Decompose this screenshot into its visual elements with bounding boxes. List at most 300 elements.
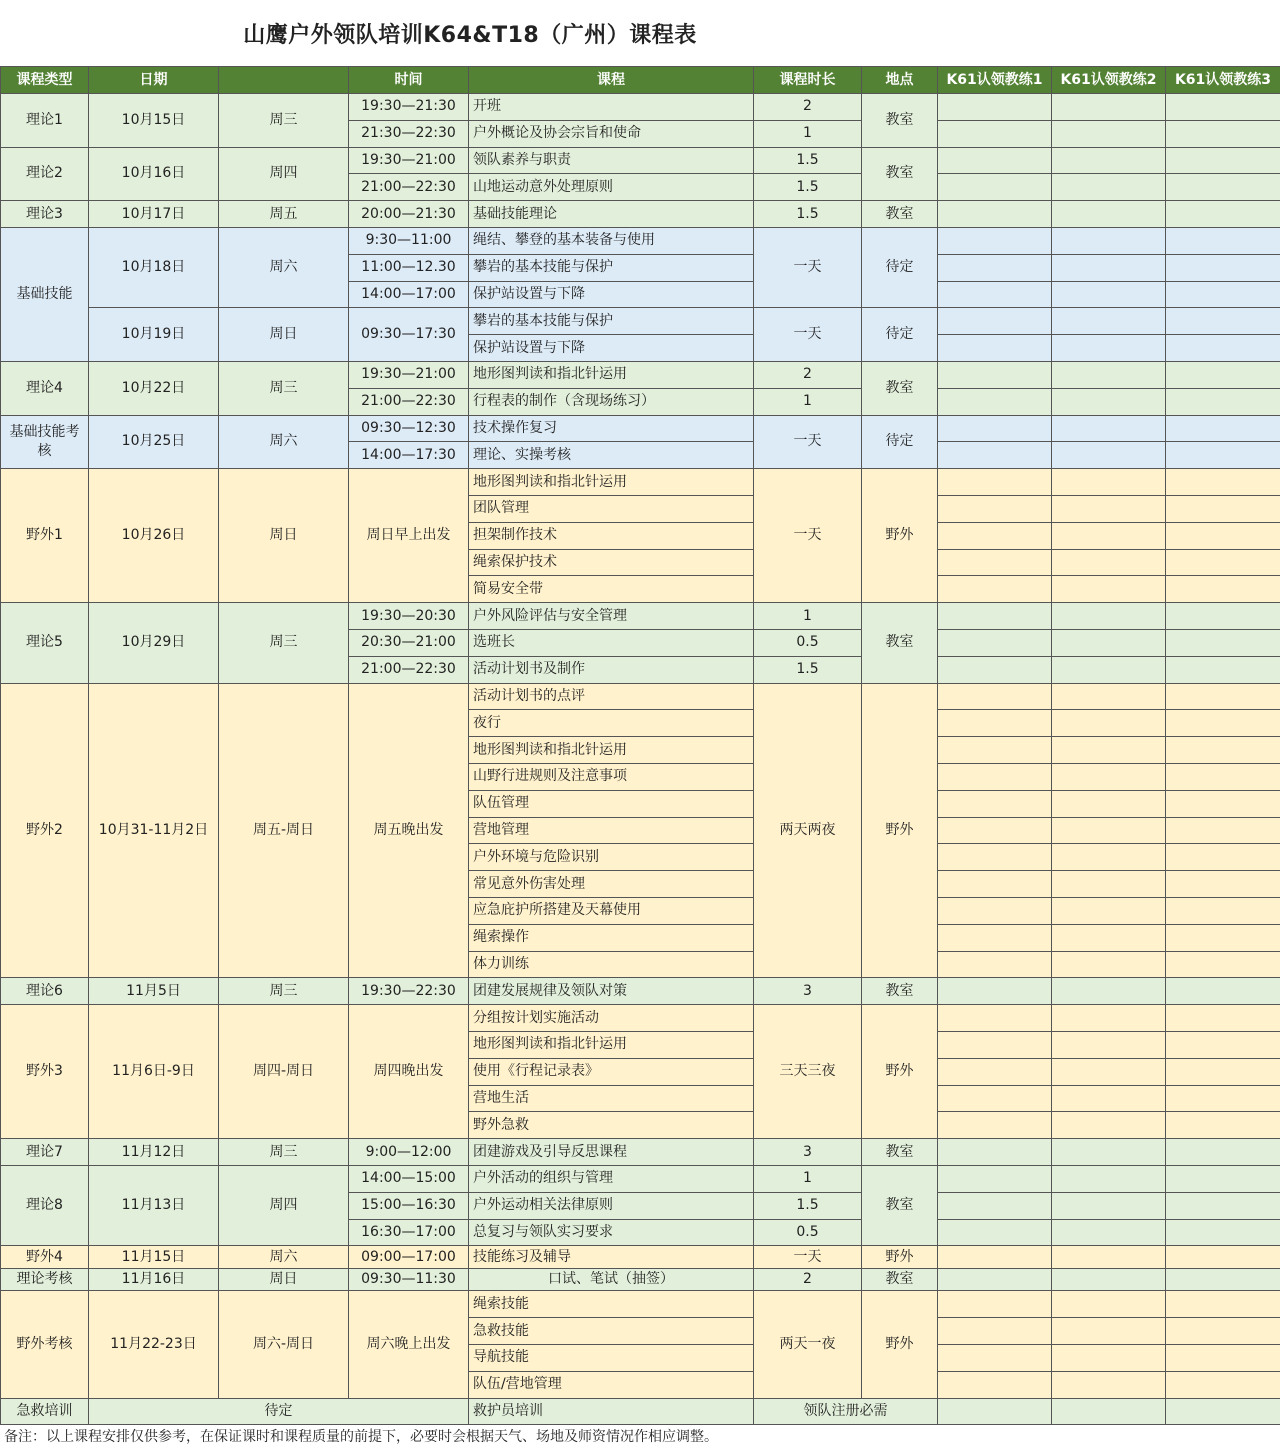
- page-title: 山鹰户外领队培训K64&T18（广州）课程表: [243, 23, 697, 48]
- course-cell: 应急庇护所搭建及天幕使用: [468, 897, 754, 925]
- duration-cell: 一天: [753, 468, 862, 603]
- course-cell: 口试、笔试（抽签）: [468, 1268, 754, 1292]
- location-cell: 待定: [861, 415, 938, 470]
- date-cell: 10月18日: [88, 227, 219, 308]
- coach-cell: [1051, 1290, 1166, 1318]
- coach-cell: [937, 656, 1052, 684]
- location-cell: 教室: [861, 1165, 938, 1246]
- coach-cell: [1165, 951, 1280, 979]
- course-cell: 活动计划书的点评: [468, 683, 754, 711]
- coach-cell: [1051, 683, 1166, 711]
- time-cell: 19:30—21:00: [348, 147, 469, 175]
- coach-cell: [1165, 870, 1280, 898]
- coach-cell: [937, 1245, 1052, 1269]
- date-cell: 10月29日: [88, 602, 219, 683]
- coach-cell: [937, 1085, 1052, 1113]
- coach-cell: [937, 1290, 1052, 1318]
- coach-cell: [1165, 468, 1280, 496]
- coach-cell: [937, 93, 1052, 121]
- weekday-cell: 周四: [218, 147, 349, 202]
- course-cell: 营地管理: [468, 817, 754, 845]
- course-cell: 基础技能理论: [468, 200, 754, 228]
- coach-cell: [937, 254, 1052, 282]
- date-cell: 11月13日: [88, 1165, 219, 1246]
- time-cell: 14:00—17:00: [348, 281, 469, 309]
- coach-cell: [1165, 1004, 1280, 1032]
- weekday-cell: 周日: [218, 468, 349, 603]
- course-type: 理论6: [0, 977, 89, 1005]
- coach-cell: [1051, 977, 1166, 1005]
- coach-cell: [937, 1219, 1052, 1247]
- coach-cell: [1051, 629, 1166, 657]
- course-cell: 户外风险评估与安全管理: [468, 602, 754, 630]
- course-type: 理论8: [0, 1165, 89, 1246]
- coach-cell: [1165, 1219, 1280, 1247]
- course-type: 基础技能考核: [0, 415, 89, 470]
- coach-cell: [1165, 120, 1280, 148]
- coach-cell: [1051, 1219, 1166, 1247]
- course-cell: 简易安全带: [468, 575, 754, 603]
- location-cell: 野外: [861, 683, 938, 979]
- time-cell: 9:00—12:00: [348, 1138, 469, 1166]
- course-cell: 分组按计划实施活动: [468, 1004, 754, 1032]
- coach-cell: [1051, 147, 1166, 175]
- coach-cell: [1165, 1138, 1280, 1166]
- coach-cell: [937, 415, 1052, 443]
- coach-cell: [1165, 1058, 1280, 1086]
- coach-cell: [1051, 254, 1166, 282]
- coach-cell: [937, 790, 1052, 818]
- course-cell: 地形图判读和指北针运用: [468, 736, 754, 764]
- course-cell: 攀岩的基本技能与保护: [468, 254, 754, 282]
- location-cell: 野外: [861, 1004, 938, 1139]
- duration-cell: 0.5: [753, 1219, 862, 1247]
- coach-cell: [937, 924, 1052, 952]
- coach-cell: [1165, 817, 1280, 845]
- coach-cell: [1165, 388, 1280, 416]
- date-cell: 11月6日-9日: [88, 1004, 219, 1139]
- duration-cell: 两天两夜: [753, 683, 862, 979]
- coach-cell: [937, 334, 1052, 362]
- date-cell: 11月5日: [88, 977, 219, 1005]
- location-cell: 野外: [861, 1290, 938, 1398]
- weekday-cell: 周四: [218, 1165, 349, 1246]
- coach-cell: [1165, 790, 1280, 818]
- location-cell: 教室: [861, 200, 938, 228]
- date-cell: 10月31-11月2日: [88, 683, 219, 979]
- coach-cell: [937, 602, 1052, 630]
- coach-cell: [1165, 227, 1280, 255]
- course-type: 野外2: [0, 683, 89, 979]
- coach-cell: [937, 709, 1052, 737]
- coach-cell: [1165, 897, 1280, 925]
- course-cell: 行程表的制作（含现场练习）: [468, 388, 754, 416]
- coach-cell: [937, 441, 1052, 469]
- coach-cell: [937, 1165, 1052, 1193]
- coach-cell: [1051, 1317, 1166, 1345]
- weekday-cell: 周三: [218, 602, 349, 683]
- column-header: 课程: [468, 66, 754, 94]
- time-cell: 09:30—11:30: [348, 1268, 469, 1292]
- location-cell: 野外: [861, 468, 938, 603]
- coach-cell: [1051, 1004, 1166, 1032]
- column-header: 课程时长: [753, 66, 862, 94]
- coach-cell: [1165, 924, 1280, 952]
- coach-cell: [937, 147, 1052, 175]
- coach-cell: [1051, 1192, 1166, 1220]
- date-cell: 10月26日: [88, 468, 219, 603]
- coach-cell: [937, 1111, 1052, 1139]
- coach-cell: [1051, 575, 1166, 603]
- course-cell: 地形图判读和指北针运用: [468, 1031, 754, 1059]
- column-header: K61认领教练1: [937, 66, 1052, 94]
- time-cell: 11:00—12.30: [348, 254, 469, 282]
- coach-cell: [1165, 549, 1280, 577]
- course-cell: 团队管理: [468, 495, 754, 523]
- duration-cell: 1.5: [753, 656, 862, 684]
- date-cell: 10月19日: [88, 307, 219, 362]
- column-header: 地点: [861, 66, 938, 94]
- location-cell: 教室: [861, 977, 938, 1005]
- coach-cell: [1051, 1268, 1166, 1292]
- course-cell: 地形图判读和指北针运用: [468, 361, 754, 389]
- course-type: 理论1: [0, 93, 89, 148]
- coach-cell: [1165, 281, 1280, 309]
- coach-cell: [1051, 1165, 1166, 1193]
- coach-cell: [1051, 120, 1166, 148]
- course-cell: 担架制作技术: [468, 522, 754, 550]
- course-type: 基础技能: [0, 227, 89, 362]
- weekday-cell: 周六-周日: [218, 1290, 349, 1398]
- course-cell: 常见意外伤害处理: [468, 870, 754, 898]
- date-cell: 11月15日: [88, 1245, 219, 1269]
- course-cell: 山野行进规则及注意事项: [468, 763, 754, 791]
- course-cell: 户外活动的组织与管理: [468, 1165, 754, 1193]
- column-header: [218, 66, 349, 94]
- course-cell: 开班: [468, 93, 754, 121]
- coach-cell: [937, 1192, 1052, 1220]
- course-cell: 营地生活: [468, 1085, 754, 1113]
- location-cell: 教室: [861, 1138, 938, 1166]
- column-header: 时间: [348, 66, 469, 94]
- coach-cell: [1051, 1058, 1166, 1086]
- footnote: 备注：以上课程安排仅供参考，在保证课时和课程质量的前提下，必要时会根据天气、场地及师资情况作相应调整。: [4, 1429, 718, 1445]
- location-cell: 教室: [861, 147, 938, 202]
- coach-cell: [1051, 200, 1166, 228]
- coach-cell: [1051, 870, 1166, 898]
- location-cell: 野外: [861, 1245, 938, 1269]
- time-cell: 14:00—15:00: [348, 1165, 469, 1193]
- course-cell: 绳索保护技术: [468, 549, 754, 577]
- course-type: 理论考核: [0, 1268, 89, 1292]
- coach-cell: [937, 388, 1052, 416]
- coach-cell: [1051, 307, 1166, 335]
- coach-cell: [937, 736, 1052, 764]
- coach-cell: [1051, 1245, 1166, 1269]
- coach-cell: [937, 1004, 1052, 1032]
- coach-cell: [937, 575, 1052, 603]
- coach-cell: [937, 1344, 1052, 1372]
- course-cell: 总复习与领队实习要求: [468, 1219, 754, 1247]
- weekday-cell: 周三: [218, 1138, 349, 1166]
- date-cell: 10月22日: [88, 361, 219, 416]
- coach-cell: [1165, 763, 1280, 791]
- coach-cell: [937, 227, 1052, 255]
- time-cell: 14:00—17:30: [348, 441, 469, 469]
- coach-cell: [1051, 602, 1166, 630]
- coach-cell: [1165, 843, 1280, 871]
- coach-cell: [1051, 736, 1166, 764]
- time-cell: 19:30—22:30: [348, 977, 469, 1005]
- coach-cell: [1051, 93, 1166, 121]
- time-cell: 19:30—21:00: [348, 361, 469, 389]
- time-cell: 09:00—17:00: [348, 1245, 469, 1269]
- course-cell: 户外环境与危险识别: [468, 843, 754, 871]
- course-cell: 领队素养与职责: [468, 147, 754, 175]
- course-cell: 夜行: [468, 709, 754, 737]
- date-cell: 11月22-23日: [88, 1290, 219, 1398]
- coach-cell: [1165, 522, 1280, 550]
- course-cell: 绳索操作: [468, 924, 754, 952]
- duration-cell: 1.5: [753, 147, 862, 175]
- coach-cell: [937, 1138, 1052, 1166]
- course-type: 理论2: [0, 147, 89, 202]
- course-cell: 选班长: [468, 629, 754, 657]
- weekday-cell: 周六: [218, 227, 349, 308]
- coach-cell: [1051, 468, 1166, 496]
- coach-cell: [1165, 709, 1280, 737]
- weekday-cell: 周六: [218, 415, 349, 470]
- coach-cell: [1051, 281, 1166, 309]
- note-cell: 领队注册必需: [753, 1398, 938, 1426]
- duration-cell: 2: [753, 361, 862, 389]
- coach-cell: [937, 281, 1052, 309]
- course-type: 急救培训: [0, 1398, 89, 1426]
- course-cell: 户外概论及协会宗旨和使命: [468, 120, 754, 148]
- coach-cell: [1165, 1344, 1280, 1372]
- coach-cell: [1165, 361, 1280, 389]
- coach-cell: [1051, 709, 1166, 737]
- weekday-cell: 周四-周日: [218, 1004, 349, 1139]
- course-cell: 地形图判读和指北针运用: [468, 468, 754, 496]
- coach-cell: [1051, 441, 1166, 469]
- course-cell: 攀岩的基本技能与保护: [468, 307, 754, 335]
- coach-cell: [1165, 1085, 1280, 1113]
- weekday-cell: 周日: [218, 307, 349, 362]
- coach-cell: [1051, 1031, 1166, 1059]
- course-type: 野外4: [0, 1245, 89, 1269]
- coach-cell: [1165, 441, 1280, 469]
- coach-cell: [937, 683, 1052, 711]
- coach-cell: [1165, 1268, 1280, 1292]
- course-cell: 体力训练: [468, 951, 754, 979]
- duration-cell: 一天: [753, 1245, 862, 1269]
- time-cell: 21:00—22:30: [348, 656, 469, 684]
- coach-cell: [1165, 334, 1280, 362]
- date-cell: 10月16日: [88, 147, 219, 202]
- column-header: K61认领教练3: [1165, 66, 1280, 94]
- coach-cell: [1165, 977, 1280, 1005]
- time-cell: 19:30—21:30: [348, 93, 469, 121]
- duration-cell: 0.5: [753, 629, 862, 657]
- coach-cell: [1051, 1398, 1166, 1426]
- time-cell: 周日早上出发: [348, 468, 469, 603]
- course-cell: 理论、实操考核: [468, 441, 754, 469]
- coach-cell: [1165, 1290, 1280, 1318]
- coach-cell: [1051, 951, 1166, 979]
- duration-cell: 2: [753, 1268, 862, 1292]
- duration-cell: 一天: [753, 307, 862, 362]
- coach-cell: [1051, 388, 1166, 416]
- coach-cell: [937, 495, 1052, 523]
- coach-cell: [1165, 1371, 1280, 1399]
- coach-cell: [1051, 1344, 1166, 1372]
- coach-cell: [937, 763, 1052, 791]
- time-cell: 09:30—17:30: [348, 307, 469, 362]
- coach-cell: [1051, 1085, 1166, 1113]
- weekday-cell: 周五-周日: [218, 683, 349, 979]
- time-cell: 15:00—16:30: [348, 1192, 469, 1220]
- time-cell: 周五晚出发: [348, 683, 469, 979]
- weekday-cell: 周日: [218, 1268, 349, 1292]
- coach-cell: [1165, 602, 1280, 630]
- course-cell: 活动计划书及制作: [468, 656, 754, 684]
- coach-cell: [1051, 334, 1166, 362]
- duration-cell: 1: [753, 388, 862, 416]
- course-cell: 急救技能: [468, 1317, 754, 1345]
- course-cell: 绳索技能: [468, 1290, 754, 1318]
- column-header: 课程类型: [0, 66, 89, 94]
- course-cell: 技能练习及辅导: [468, 1245, 754, 1269]
- time-cell: 09:30—12:30: [348, 415, 469, 443]
- coach-cell: [1165, 1317, 1280, 1345]
- coach-cell: [1051, 227, 1166, 255]
- schedule-cell: 待定: [88, 1398, 469, 1426]
- location-cell: 教室: [861, 361, 938, 416]
- coach-cell: [937, 549, 1052, 577]
- coach-cell: [1165, 173, 1280, 201]
- location-cell: 待定: [861, 307, 938, 362]
- coach-cell: [937, 173, 1052, 201]
- coach-cell: [1051, 495, 1166, 523]
- time-cell: 9:30—11:00: [348, 227, 469, 255]
- course-type: 理论4: [0, 361, 89, 416]
- date-cell: 10月17日: [88, 200, 219, 228]
- duration-cell: 1: [753, 120, 862, 148]
- duration-cell: 1.5: [753, 200, 862, 228]
- course-cell: 户外运动相关法律原则: [468, 1192, 754, 1220]
- course-cell: 队伍/营地管理: [468, 1371, 754, 1399]
- coach-cell: [1051, 415, 1166, 443]
- location-cell: 待定: [861, 227, 938, 308]
- course-type: 理论7: [0, 1138, 89, 1166]
- coach-cell: [1051, 817, 1166, 845]
- coach-cell: [1051, 173, 1166, 201]
- coach-cell: [1051, 549, 1166, 577]
- coach-cell: [937, 361, 1052, 389]
- weekday-cell: 周三: [218, 361, 349, 416]
- coach-cell: [1165, 1398, 1280, 1426]
- coach-cell: [937, 1371, 1052, 1399]
- coach-cell: [1165, 656, 1280, 684]
- coach-cell: [937, 1058, 1052, 1086]
- course-cell: 使用《行程记录表》: [468, 1058, 754, 1086]
- coach-cell: [1165, 147, 1280, 175]
- coach-cell: [1165, 575, 1280, 603]
- time-cell: 16:30—17:00: [348, 1219, 469, 1247]
- course-cell: 团建游戏及引导反思课程: [468, 1138, 754, 1166]
- coach-cell: [1165, 1245, 1280, 1269]
- duration-cell: 3: [753, 1138, 862, 1166]
- schedule-table: [0, 66, 1280, 1424]
- coach-cell: [937, 307, 1052, 335]
- duration-cell: 一天: [753, 227, 862, 308]
- coach-cell: [1051, 897, 1166, 925]
- course-cell: 团建发展规律及领队对策: [468, 977, 754, 1005]
- coach-cell: [1051, 763, 1166, 791]
- column-header: 日期: [88, 66, 219, 94]
- weekday-cell: 周五: [218, 200, 349, 228]
- location-cell: 教室: [861, 1268, 938, 1292]
- coach-cell: [1051, 522, 1166, 550]
- coach-cell: [1165, 1111, 1280, 1139]
- course-type: 理论5: [0, 602, 89, 683]
- coach-cell: [1051, 361, 1166, 389]
- coach-cell: [1165, 1165, 1280, 1193]
- weekday-cell: 周三: [218, 93, 349, 148]
- coach-cell: [937, 870, 1052, 898]
- duration-cell: 1: [753, 602, 862, 630]
- coach-cell: [1165, 1031, 1280, 1059]
- time-cell: 21:00—22:30: [348, 388, 469, 416]
- coach-cell: [1165, 200, 1280, 228]
- coach-cell: [1165, 254, 1280, 282]
- course-type: 野外考核: [0, 1290, 89, 1398]
- time-cell: 19:30—20:30: [348, 602, 469, 630]
- coach-cell: [1051, 790, 1166, 818]
- course-cell: 保护站设置与下降: [468, 334, 754, 362]
- duration-cell: 三天三夜: [753, 1004, 862, 1139]
- column-header: K61认领教练2: [1051, 66, 1166, 94]
- coach-cell: [1051, 843, 1166, 871]
- course-cell: 保护站设置与下降: [468, 281, 754, 309]
- coach-cell: [1165, 307, 1280, 335]
- course-cell: 绳结、攀登的基本装备与使用: [468, 227, 754, 255]
- course-type: 野外3: [0, 1004, 89, 1139]
- date-cell: 11月16日: [88, 1268, 219, 1292]
- coach-cell: [937, 522, 1052, 550]
- coach-cell: [1165, 683, 1280, 711]
- coach-cell: [1051, 656, 1166, 684]
- coach-cell: [1165, 736, 1280, 764]
- weekday-cell: 周三: [218, 977, 349, 1005]
- time-cell: 20:00—21:30: [348, 200, 469, 228]
- coach-cell: [937, 1398, 1052, 1426]
- coach-cell: [937, 200, 1052, 228]
- duration-cell: 1: [753, 1165, 862, 1193]
- coach-cell: [1051, 1371, 1166, 1399]
- time-cell: 周四晚出发: [348, 1004, 469, 1139]
- date-cell: 10月15日: [88, 93, 219, 148]
- coach-cell: [937, 897, 1052, 925]
- coach-cell: [937, 1317, 1052, 1345]
- location-cell: 教室: [861, 93, 938, 148]
- coach-cell: [937, 843, 1052, 871]
- duration-cell: 1.5: [753, 1192, 862, 1220]
- course-type: 理论3: [0, 200, 89, 228]
- coach-cell: [937, 629, 1052, 657]
- duration-cell: 1.5: [753, 173, 862, 201]
